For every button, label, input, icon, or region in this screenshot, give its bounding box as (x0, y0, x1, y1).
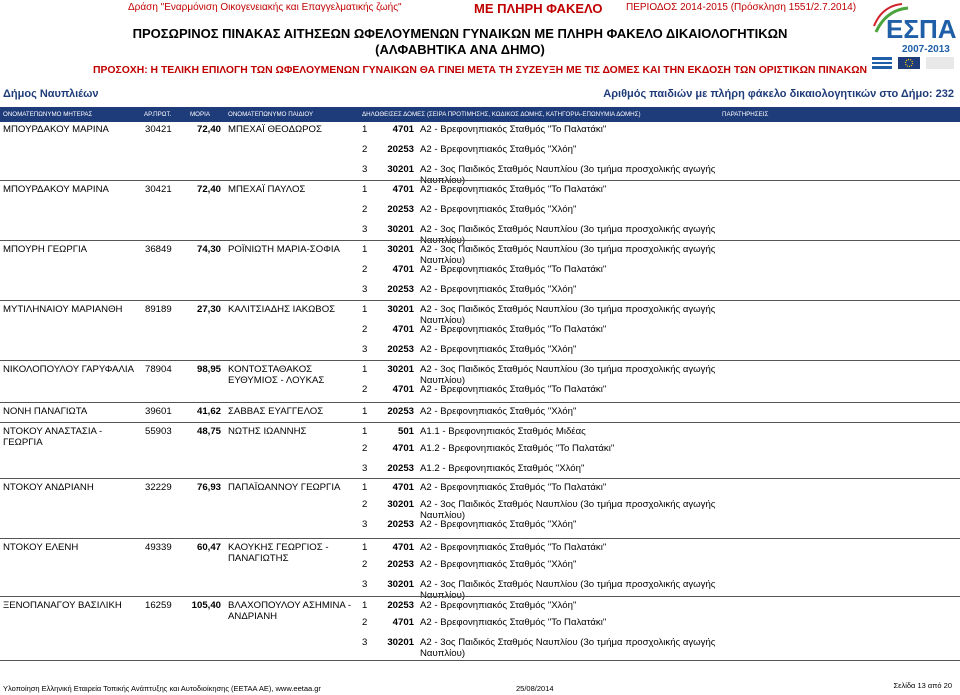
footer-page: Σελίδα 13 από 20 (893, 681, 952, 690)
row-divider (0, 596, 960, 597)
choice-order: 1 (362, 600, 368, 611)
col-mother: ΟΝΟΜΑΤΕΠΩΝΥΜΟ ΜΗΤΕΡΑΣ (3, 111, 93, 118)
choice-order: 3 (362, 224, 368, 235)
title-line-1: ΠΡΟΣΩΡΙΝΟΣ ΠΙΝΑΚΑΣ ΑΙΤΗΣΕΩΝ ΩΦΕΛΟΥΜΕΝΩΝ ΓΥΝΑΙΚΩΝ ΜΕ ΠΛΗΡΗ ΦΑΚΕΛΟ ΔΙΚΑΙΟΛΟΓΗΤΙΚΩΝ (132, 26, 788, 41)
choice-order: 1 (362, 304, 368, 315)
structure-code: 30201 (387, 364, 414, 375)
structure-description: Α2 - Βρεφονηπιακός Σταθμός "Το Παλατάκι" (420, 617, 607, 628)
protocol-number: 78904 (145, 364, 172, 375)
choice-order: 2 (362, 499, 368, 510)
score: 72,40 (196, 124, 221, 135)
structure-code: 501 (397, 426, 414, 437)
protocol-number: 49339 (145, 542, 172, 553)
structure-description: Α1.1 - Βρεφονηπιακός Σταθμός Μιδέας (420, 426, 586, 437)
child-name: ΡΟΪΝΙΩΤΗ ΜΑΡΙΑ-ΣΟΦΙΑ (228, 244, 340, 255)
structure-code: 20253 (387, 519, 414, 530)
mother-name: ΜΠΟΥΡΗ ΓΕΩΡΓΙΑ (3, 244, 88, 255)
choice-order: 3 (362, 344, 368, 355)
choice-order: 3 (362, 579, 368, 590)
structure-code: 30201 (387, 244, 414, 255)
mother-name: ΞΕΝΟΠΑΝΑΓΟΥ ΒΑΣΙΛΙΚΗ (3, 600, 122, 611)
choice-order: 1 (362, 482, 368, 493)
espa-logo-years: 2007-2013 (902, 44, 950, 55)
municipality-bar (0, 88, 960, 104)
protocol-number: 16259 (145, 600, 172, 611)
score: 60,47 (196, 542, 221, 553)
mother-name: ΜΠΟΥΡΔΑΚΟΥ ΜΑΡΙΝΑ (3, 124, 109, 135)
structure-code: 4701 (392, 617, 414, 628)
choice-order: 1 (362, 406, 368, 417)
table-header (0, 107, 960, 122)
child-name: ΠΑΠΑΪΩΑΝΝΟΥ ΓΕΩΡΓΙΑ (228, 482, 341, 493)
row-divider (0, 538, 960, 539)
top-info-line (0, 2, 960, 16)
mother-name: ΝΤΟΚΟΥ ΑΝΑΣΤΑΣΙΑ - ΓΕΩΡΓΙΑ (3, 426, 103, 448)
structure-code: 4701 (392, 324, 414, 335)
structure-description: Α2 - 3ος Παιδικός Σταθμός Ναυπλίου (3ο τμήμα προσχολικής αγωγής Ναυπλίου) (420, 164, 716, 186)
mother-name: ΝΤΟΚΟΥ ΕΛΕΝΗ (3, 542, 79, 553)
row-divider (0, 422, 960, 423)
choice-order: 2 (362, 617, 368, 628)
structure-code: 4701 (392, 124, 414, 135)
footer-date: 25/08/2014 (516, 684, 554, 693)
structure-description: Α2 - Βρεφονηπιακός Σταθμός "Χλόη" (420, 144, 577, 155)
structure-description: Α2 - 3ος Παιδικός Σταθμός Ναυπλίου (3ο τμήμα προσχολικής αγωγής Ναυπλίου) (420, 637, 716, 659)
structure-description: Α2 - 3ος Παιδικός Σταθμός Ναυπλίου (3ο τμήμα προσχολικής αγωγής Ναυπλίου) (420, 224, 716, 246)
mother-name: ΜΥΤΙΛΗΝΑΙΟΥ ΜΑΡΙΑΝΘΗ (3, 304, 123, 315)
score: 27,30 (196, 304, 221, 315)
row-divider (0, 360, 960, 361)
child-name: ΣΑΒΒΑΣ ΕΥΑΓΓΕΛΟΣ (228, 406, 324, 417)
structure-description: Α2 - Βρεφονηπιακός Σταθμός "Χλόη" (420, 519, 577, 530)
choice-order: 1 (362, 364, 368, 375)
choice-order: 3 (362, 637, 368, 648)
structure-code: 4701 (392, 482, 414, 493)
protocol-number: 39601 (145, 406, 172, 417)
child-name: ΜΠΕΧΑΪ ΠΑΥΛΟΣ (228, 184, 306, 195)
structure-description: Α2 - 3ος Παιδικός Σταθμός Ναυπλίου (3ο τμήμα προσχολικής αγωγής Ναυπλίου) (420, 304, 716, 326)
structure-code: 30201 (387, 579, 414, 590)
structure-code: 20253 (387, 204, 414, 215)
title-line-2: (ΑΛΦΑΒΗΤΙΚΑ ΑΝΑ ΔΗΜΟ) (375, 42, 545, 57)
choice-order: 2 (362, 559, 368, 570)
structure-description: Α2 - Βρεφονηπιακός Σταθμός "Χλόη" (420, 559, 577, 570)
child-name: ΝΩΤΗΣ ΙΩΑΝΝΗΣ (228, 426, 307, 437)
child-name: ΜΠΕΧΑΪ ΘΕΟΔΩΡΟΣ (228, 124, 322, 135)
structure-description: Α2 - Βρεφονηπιακός Σταθμός "Χλόη" (420, 204, 577, 215)
row-divider (0, 240, 960, 241)
structure-description: Α2 - Βρεφονηπιακός Σταθμός "Χλόη" (420, 284, 577, 295)
protocol-number: 89189 (145, 304, 172, 315)
structure-description: Α2 - Βρεφονηπιακός Σταθμός "Το Παλατάκι" (420, 124, 607, 135)
structure-code: 20253 (387, 344, 414, 355)
structure-code: 4701 (392, 384, 414, 395)
program-name: Δράση "Εναρμόνιση Οικογενειακής και Επαγγελματικής ζωής" (128, 2, 402, 13)
structure-code: 20253 (387, 406, 414, 417)
structure-description: Α2 - Βρεφονηπιακός Σταθμός "Το Παλατάκι" (420, 482, 607, 493)
score: 105,40 (191, 600, 221, 611)
notice-text: ΠΡΟΣΟΧΗ: Η ΤΕΛΙΚΗ ΕΠΙΛΟΓΗ ΤΩΝ ΩΦΕΛΟΥΜΕΝΩΝ ΓΥΝΑΙΚΩΝ ΘΑ ΓΙΝΕΙ ΜΕΤΑ ΤΗ ΣΥΖΕΥΞΗ ΜΕ ΤΙΣ ΔΟΜΕΣ ΚΑΙ ΤΗΝ ΕΚΔΟΣΗ ΤΩΝ ΟΡΙΣΤΙΚΩΝ ΠΙΝΑΚΩΝ (92, 65, 868, 76)
choice-order: 1 (362, 542, 368, 553)
structure-code: 20253 (387, 463, 414, 474)
structure-description: Α2 - Βρεφονηπιακός Σταθμός "Το Παλατάκι" (420, 264, 607, 275)
structure-description: Α1.2 - Βρεφονηπιακός Σταθμός "Το Παλατάκι" (420, 443, 615, 454)
structure-description: Α2 - 3ος Παιδικός Σταθμός Ναυπλίου (3ο τμήμα προσχολικής αγωγής Ναυπλίου) (420, 364, 716, 386)
choice-order: 1 (362, 426, 368, 437)
choice-order: 3 (362, 284, 368, 295)
structure-code: 20253 (387, 600, 414, 611)
structure-description: Α2 - 3ος Παιδικός Σταθμός Ναυπλίου (3ο τμήμα προσχολικής αγωγής Ναυπλίου) (420, 579, 716, 601)
col-child: ΟΝΟΜΑΤΕΠΩΝΥΜΟ ΠΑΙΔΙΟΥ (228, 111, 314, 118)
score: 98,95 (196, 364, 221, 375)
choice-order: 2 (362, 264, 368, 275)
choice-order: 2 (362, 144, 368, 155)
structure-description: Α2 - Βρεφονηπιακός Σταθμός "Χλόη" (420, 344, 577, 355)
col-structures: ΔΗΛΩΘΕΙΣΕΣ ΔΟΜΕΣ (ΣΕΙΡΑ ΠΡΟΤΙΜΗΣΗΣ, ΚΩΔΙΚΟΣ ΔΟΜΗΣ, ΚΑΤΗΓΟΡΙΑ-ΕΠΩΝΥΜΙΑ ΔΟΜΗΣ) (362, 111, 641, 118)
col-score: ΜΟΡΙΑ (190, 111, 210, 118)
structure-code: 30201 (387, 304, 414, 315)
structure-code: 30201 (387, 499, 414, 510)
choice-order: 3 (362, 519, 368, 530)
child-name: ΒΛΑΧΟΠΟΥΛΟΥ ΑΣΗΜΙΝΑ - ΑΝΔΡΙΑΝΗ (228, 600, 352, 622)
score: 74,30 (196, 244, 221, 255)
choice-order: 3 (362, 463, 368, 474)
mother-name: ΜΠΟΥΡΔΑΚΟΥ ΜΑΡΙΝΑ (3, 184, 109, 195)
mother-name: ΝΟΝΗ ΠΑΝΑΓΙΩΤΑ (3, 406, 88, 417)
structure-code: 20253 (387, 559, 414, 570)
structure-description: Α1.2 - Βρεφονηπιακός Σταθμός "Χλόη" (420, 463, 585, 474)
protocol-number: 30421 (145, 184, 172, 195)
child-name: ΚΑΟΥΚΗΣ ΓΕΩΡΓΙΟΣ - ΠΑΝΑΓΙΩΤΗΣ (228, 542, 329, 564)
structure-description: Α2 - Βρεφονηπιακός Σταθμός "Χλόη" (420, 406, 577, 417)
structure-code: 4701 (392, 542, 414, 553)
structure-description: Α2 - Βρεφονηπιακός Σταθμός "Το Παλατάκι" (420, 384, 607, 395)
protocol-number: 55903 (145, 426, 172, 437)
choice-order: 2 (362, 384, 368, 395)
structure-code: 30201 (387, 637, 414, 648)
espa-logo-text: ΕΣΠΑ (886, 14, 957, 44)
score: 48,75 (196, 426, 221, 437)
row-divider (0, 180, 960, 181)
choice-order: 1 (362, 124, 368, 135)
protocol-number: 30421 (145, 124, 172, 135)
status-label: ΜΕ ΠΛΗΡΗ ΦΑΚΕΛΟ (474, 1, 603, 16)
choice-order: 2 (362, 443, 368, 454)
choice-order: 1 (362, 184, 368, 195)
score: 41,62 (196, 406, 221, 417)
structure-description: Α2 - Βρεφονηπιακός Σταθμός "Το Παλατάκι" (420, 184, 607, 195)
score: 72,40 (196, 184, 221, 195)
structure-code: 20253 (387, 284, 414, 295)
structure-description: Α2 - 3ος Παιδικός Σταθμός Ναυπλίου (3ο τμήμα προσχολικής αγωγής Ναυπλίου) (420, 499, 716, 521)
structure-description: Α2 - Βρεφονηπιακός Σταθμός "Χλόη" (420, 600, 577, 611)
choice-order: 2 (362, 204, 368, 215)
child-name: ΚΑΛΙΤΣΙΑΔΗΣ ΙΑΚΩΒΟΣ (228, 304, 336, 315)
municipality-name: Δήμος Ναυπλιέων (3, 88, 99, 100)
choice-order: 3 (362, 164, 368, 175)
protocol-number: 32229 (145, 482, 172, 493)
col-remarks: ΠΑΡΑΤΗΡΗΣΕΙΣ (722, 111, 769, 118)
structure-description: Α2 - 3ος Παιδικός Σταθμός Ναυπλίου (3ο τμήμα προσχολικής αγωγής Ναυπλίου) (420, 244, 716, 266)
footer-credit: Υλοποίηση Ελληνική Εταιρεία Τοπικής Ανάπτυξης και Αυτοδιοίκησης (ΕΕΤΑΑ ΑΕ), www.eetaa.gr (3, 684, 321, 693)
row-divider (0, 478, 960, 479)
espa-logo (868, 2, 958, 70)
row-divider (0, 402, 960, 403)
child-name: ΚΟΝΤΟΣΤΑΘΑΚΟΣ ΕΥΘΥΜΙΟΣ - ΛΟΥΚΑΣ (228, 364, 325, 386)
structure-code: 20253 (387, 144, 414, 155)
mother-name: ΝΤΟΚΟΥ ΑΝΔΡΙΑΝΗ (3, 482, 94, 493)
document-title (90, 26, 830, 58)
row-divider (0, 300, 960, 301)
period-label: ΠΕΡΙΟΔΟΣ 2014-2015 (Πρόσκληση 1551/2.7.2014) (626, 2, 857, 13)
choice-order: 2 (362, 324, 368, 335)
children-count: Αριθμός παιδιών με πλήρη φάκελο δικαιολογητικών στο Δήμο: 232 (603, 88, 954, 100)
choice-order: 1 (362, 244, 368, 255)
structure-code: 4701 (392, 184, 414, 195)
structure-description: Α2 - Βρεφονηπιακός Σταθμός "Το Παλατάκι" (420, 542, 607, 553)
structure-code: 4701 (392, 264, 414, 275)
mother-name: ΝΙΚΟΛΟΠΟΥΛΟΥ ΓΑΡΥΦΑΛΙΑ (3, 364, 134, 375)
col-protocol: ΑΡ.ΠΡΩΤ. (144, 111, 172, 118)
score: 76,93 (196, 482, 221, 493)
structure-code: 30201 (387, 164, 414, 175)
structure-description: Α2 - Βρεφονηπιακός Σταθμός "Το Παλατάκι" (420, 324, 607, 335)
structure-code: 4701 (392, 443, 414, 454)
table-bottom-rule (0, 660, 960, 661)
structure-code: 30201 (387, 224, 414, 235)
protocol-number: 36849 (145, 244, 172, 255)
